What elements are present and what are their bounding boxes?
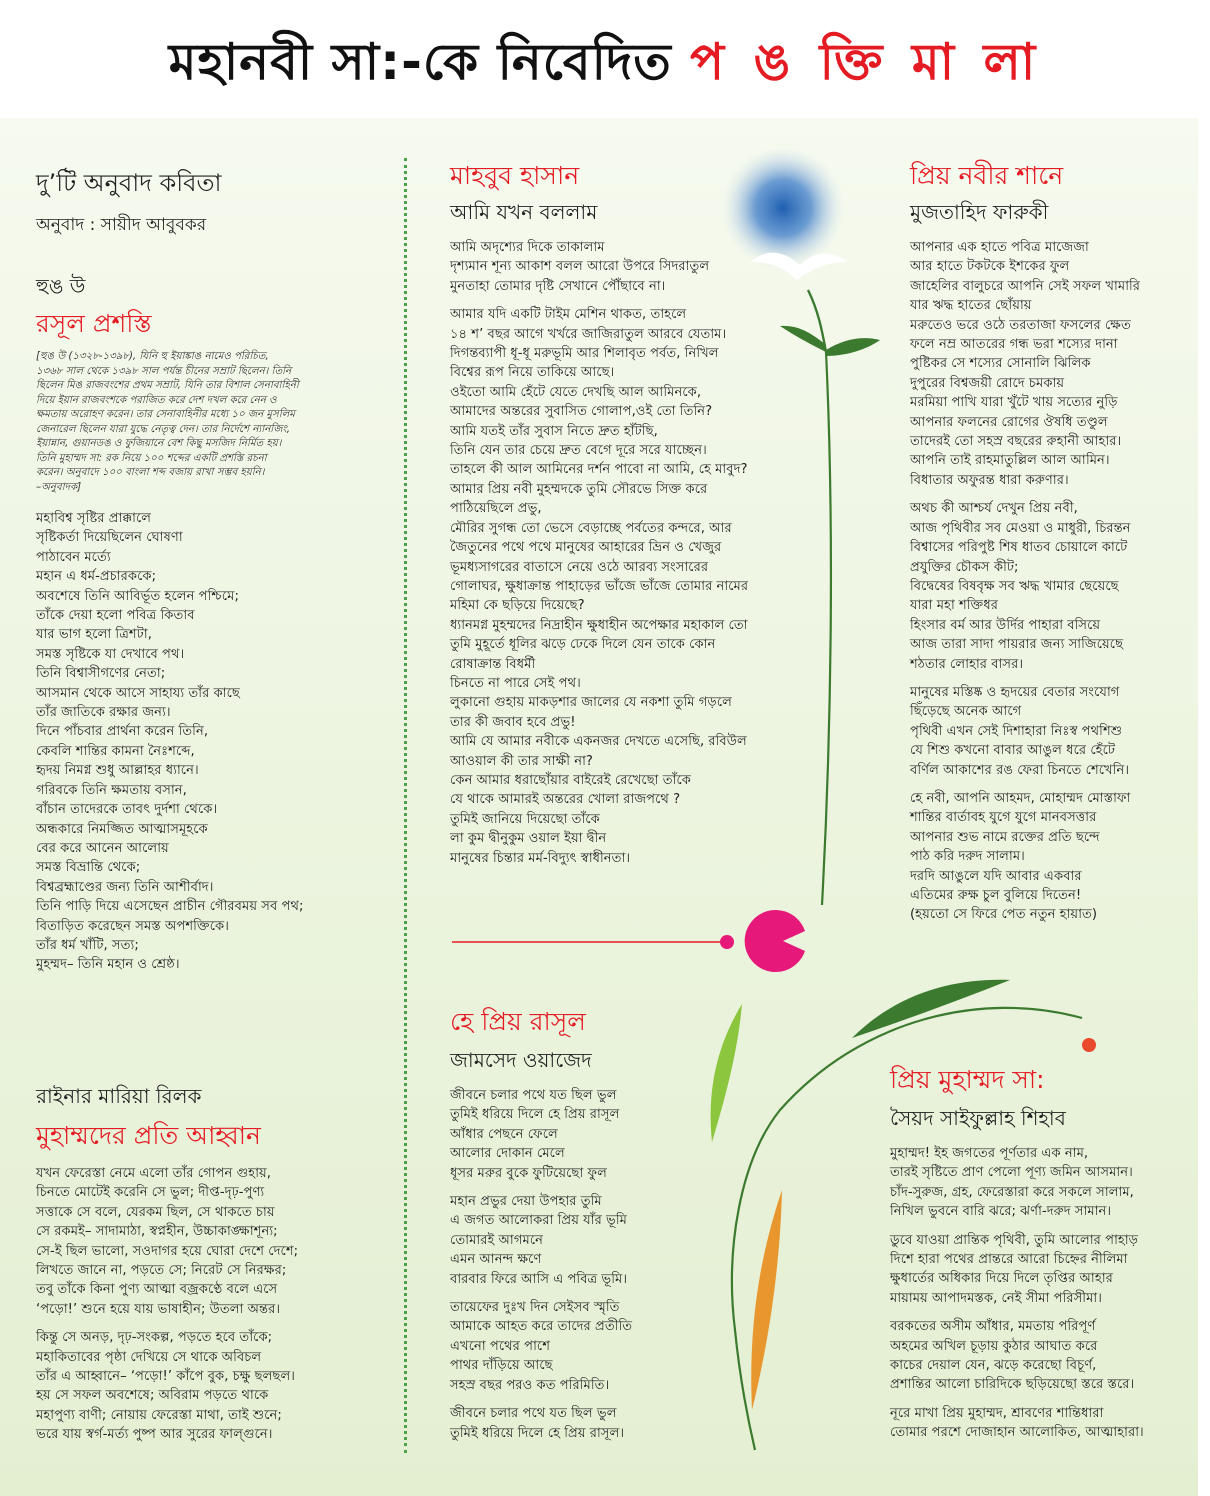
poem-line: দিয়ে ইয়ান রাজবংশকে পরাজিত করে দেশ দখল করে নেন ও: [36, 394, 277, 406]
poem-line: হে নবী, আপনি আহমদ, মোহাম্মদ মোস্তাফা: [910, 790, 1131, 806]
poem-line: ‘পড়ো!’ শুনে হয়ে যায় ভাষাহীন; উতলা অন্তর।: [36, 1301, 281, 1317]
poem-line: আমাদের অন্তরের সুবাসিত গোলাপ,ওই তো তিনি?: [450, 404, 713, 420]
poem-line: হয় সে সফল অবশেষে; অবিরাম পড়তে থাকে: [36, 1388, 269, 1404]
translator-credit: অনুবাদ : সায়ীদ আবুবকর: [36, 215, 207, 235]
poem-line: আপনার এক হাতে পবিত্র মাজেজা: [910, 240, 1089, 255]
poem-line: মরমিয়া পাখি যারা খুঁটে খায় সত্যের নুড়ি: [910, 395, 1118, 411]
translator-note: [36, 350, 396, 495]
poem-line: মরুতেও ভরে ওঠে তরতাজা ফসলের ক্ষেত: [910, 317, 1131, 333]
poem-line: তোমারই আগমনে: [450, 1232, 544, 1248]
poem-line: জৈতুনের পথে পথে মানুষের আহারের ভ্রিন ও খেজুর: [450, 540, 722, 556]
poem-line: সত্তাকে সে বলে, যেরকম ছিল, সে থাকতে চায়: [36, 1204, 275, 1220]
poem-line: চাঁদ-সুরুজ, গ্রহ, ফেরেস্তারা করে সকলে সালাম,: [890, 1184, 1134, 1200]
poem-line: যার ঋদ্ধ হাতের ছোঁয়ায়: [910, 298, 1032, 314]
poet-name: রাইনার মারিয়া রিলক: [36, 1084, 202, 1108]
poem-line: ইয়ান্নান, গুয়ানডঙ ও ফুজিয়ানে বেশ কিছু মসজিদ নির্মিত হয়।: [36, 438, 282, 449]
poem-line: আমার যদি একটি টাইম মেশিন থাকত, তাহলে: [450, 307, 687, 323]
poem-line: প্রশান্তির আলো চারিদিকে ছড়িয়েছো স্তরে স্তরে।: [890, 1377, 1135, 1393]
poem-line: আজ পৃথিবীর সব মেওয়া ও মাধুরী, চিরন্তন: [910, 520, 1131, 536]
green-leaf: [711, 1004, 742, 1142]
poem-line: দৃশ্যমান শূন্য আকাশ বলল আরো উপরে সিদরাতুল: [450, 259, 710, 275]
poem-line: চিনতে মোটেই করেনি সে ভুল; দীপ্ত-দৃঢ়-পুণ্য: [36, 1185, 265, 1201]
stanza: [890, 1144, 1200, 1222]
poet-name: মুজতাহিদ ফারুকী: [910, 200, 1049, 224]
poem-line: তিনি পাড়ি দিয়ে এসেছেন প্রাচীন গৌরবময় সব পথ;: [36, 899, 304, 915]
poem-line: কেন আমার ধরাছোঁয়ার বাইরেই রেখেছো তাঁকে: [450, 772, 691, 788]
stanza: [36, 1164, 396, 1319]
orange-leaf: [751, 1190, 782, 1410]
poem-line: পাঠাবেন মর্ত্যে: [36, 549, 111, 565]
poem-line: মহান প্রভুর দেয়া উপহার তুমি: [450, 1194, 602, 1210]
poem-line: তিনি যেন তার চেয়ে দ্রুত বেগে দূরে সরে যাচ্ছেন।: [450, 443, 707, 459]
stanza: [450, 238, 810, 296]
stanza: [450, 1298, 710, 1395]
stanza: [450, 1086, 710, 1183]
poem-line: আমাকে আহত করে তাদের প্রতীতি: [450, 1319, 633, 1335]
poem-line: ফলে নম্র আতরের গন্ধ ভরা শস্যের দানা: [910, 337, 1118, 353]
poem-line: নূরে মাখা প্রিয় মুহাম্মদ, শ্রাবণের শান্তিধারা: [890, 1405, 1104, 1421]
poem-line: মায়াময় আপাদমস্তক, নেই সীমা পরিসীমা।: [890, 1290, 1102, 1306]
poem-line: আপনি তাই রাহমাতুল্লিল আল আমিন।: [910, 453, 1110, 469]
poem-line: শঠতার লোহার বাসর।: [910, 656, 1024, 672]
poem-line: মানুষের চিন্তার মর্ম-বিদ্যুৎ স্বাধীনতা।: [450, 850, 631, 866]
poem-line: সমস্ত বিভ্রান্তি থেকে;: [36, 860, 141, 876]
poem-line: মানুষের মস্তিষ্ক ও হৃদয়ের বেতার সংযোগ: [910, 684, 1120, 700]
poem-line: তোমার পরশে দোজাহান আলোকিত, আত্মাহারা।: [890, 1425, 1144, 1441]
left-top-section: [36, 168, 396, 975]
poem-line: তুমিই ধরিয়ে দিলে হে প্রিয় রাসূল: [450, 1107, 620, 1123]
poem-line: নিখিল ভুবনে বারি ঝরে; ঝর্ণা-দরুদ সামান।: [890, 1204, 1112, 1220]
poem-line: অহমের অখিল চূড়ায় কুঠার আঘাত করে: [890, 1338, 1098, 1354]
poem-line: ক্ষুধার্তের অধিকার দিয়ে দিলে তৃপ্তির আহার: [890, 1271, 1113, 1287]
poem-body: [450, 238, 810, 868]
poem-line: বরকতের অসীম আঁধার, মমতায় পরিপূর্ণ: [890, 1319, 1096, 1335]
title-black-part: মহানবী সা:-কে নিবেদিত: [168, 33, 672, 91]
poem-line: এখনো পথের পাশে: [450, 1338, 550, 1354]
poem-line: –অনুবাদক]: [36, 481, 82, 493]
poem-line: মুনতাহা তোমার দৃষ্টি সেখানে পৌঁছাবে না।: [450, 278, 666, 294]
poem-line: প্রযুক্তির চৌকস কীট;: [910, 559, 1019, 575]
poem-line: সে রকমই– সাদামাঠা, স্বপ্নহীন, উচ্চাকাঙ্ক্ষাশূন্য;: [36, 1224, 278, 1240]
poem-line: পাঠ করি দরুদ সালাম।: [910, 849, 1025, 865]
middle-bottom-section: [450, 1006, 710, 1452]
poem-line: মহিমা কে ছড়িয়ে দিয়েছে?: [450, 598, 585, 614]
poet-name: মাহবুব হাসান: [450, 161, 580, 190]
poem-line: পুষ্টিকর সে শস্যের সোনালি ঝিলিক: [910, 356, 1091, 372]
stanza: [450, 305, 810, 868]
poem-line: আঁধার পেছনে ফেলে: [450, 1126, 558, 1142]
poem-line: সমস্ত সৃষ্টিকে যা দেখাবে পথ।: [36, 646, 185, 662]
poem-body: [450, 1086, 710, 1443]
poem-line: কিন্তু সে অনড়, দৃঢ়-সংকল্প, পড়তে হবে তাঁকে;: [36, 1330, 273, 1346]
poem-line: বিধাতার অফুরন্ত ধারা করুণার।: [910, 472, 1069, 488]
poem-line: লা কুম দ্বীনুকুম ওয়াল ইয়া দ্বীন: [450, 831, 607, 847]
poem-line: আজ তারা সাদা পায়রার জন্য সাজিয়েছে: [910, 637, 1124, 653]
poem-line: যার ভাগ হলো ত্রিশটা,: [36, 627, 152, 643]
poem-line: পৃথিবী এখন সেই দিশাহারা নিঃস্ব পথশিশু: [910, 723, 1123, 739]
poem-line: বিতাড়িত করেছেন সমস্ত অপশক্তিকে।: [36, 918, 229, 934]
poem-line: তাদেরই তো সহস্র বছরের রুহানী আহার।: [910, 434, 1122, 450]
poem-line: হৃদয় নিমগ্ন শুধু আল্লাহর ধ্যানে।: [36, 763, 199, 779]
section-heading: দু’টি অনুবাদ কবিতা: [36, 169, 222, 197]
middle-top-section: [450, 160, 810, 877]
poem-line: যে থাকে আমারই অন্তরের খোলা রাজপথে ?: [450, 792, 681, 808]
title-red-part: প ঙ ক্তি মা লা: [690, 33, 1042, 91]
poem-line: অথচ কী আশ্চর্য দেখুন প্রিয় নবী,: [910, 501, 1078, 517]
poem-line: জাহেলির বালুচরে আপনি সেই সফল খামারি: [910, 278, 1141, 294]
poem-title: হে প্রিয় রাসূল: [450, 1007, 586, 1036]
poem-line: পাথর দাঁড়িয়ে আছে: [450, 1358, 553, 1374]
poem-line: বিদ্বেষের বিষবৃক্ষ সব ঋদ্ধ খামার ছেয়েছে: [910, 578, 1119, 594]
poem-line: যখন ফেরেস্তা নেমে এলো তাঁর গোপন গুহায়,: [36, 1166, 271, 1181]
poem-line: বিশ্বের রূপ নিয়ে তাকিয়ে আছে।: [450, 365, 615, 381]
poem-line: সে-ই ছিল ভালো, সওদাগর হয়ে ঘোরা দেশে দেশে;: [36, 1243, 299, 1259]
poem-line: গরিবকে তিনি ক্ষমতায় বসান,: [36, 782, 187, 798]
poem-line: আপনার ফলনের রোগের ঔষধি তণ্ডুল: [910, 414, 1108, 430]
poem-line: গোলাঘর, ক্ষুধাক্রান্ত পাহাড়ের ভাঁজে ভাঁজে তোমার নামের: [450, 578, 749, 594]
poem-line: তায়েফের দুঃখ দিন সেইসব স্মৃতি: [450, 1300, 620, 1316]
magenta-flower: [745, 910, 805, 972]
poem-line: মহাবিশ্ব সৃষ্টির প্রাক্কালে: [36, 511, 152, 526]
poem-line: তাঁকে দেয়া হলো পবিত্র কিতাব: [36, 608, 195, 624]
stanza: [36, 1328, 396, 1444]
poem-line: তিনি মুহাম্মদ সা: রক নিয়ে ১০০ শব্দের একটি প্রশস্তি রচনা: [36, 452, 267, 464]
poem-title: প্রিয় নবীর শানে: [910, 161, 1064, 190]
poem-line: ধ্যানমগ্ন মুহম্মদের নিদ্রাহীন ক্ষুধাহীন অপেক্ষার মহাকাল তো: [450, 617, 748, 633]
poem-line: [হুঙ উ (১৩২৮-১৩৯৮), যিনি হু ইয়াঙ্কাঙ নামেও পরিচিত,: [36, 351, 269, 362]
poem-line: শান্তির বার্তাবহ যুগে যুগে মানবসত্তার: [910, 810, 1097, 826]
poem-line: আলোর দোকান মেলে: [450, 1146, 565, 1162]
poet-name: সৈয়দ সাইফুল্লাহ শিহাব: [890, 1106, 1066, 1130]
poem-line: বাঁচান তাদেরকে তাবৎ দুর্দশা থেকে।: [36, 802, 218, 818]
poem-line: মহাকিতাবের পৃষ্ঠা দেখিয়ে সে থাকে অবিচল: [36, 1349, 262, 1365]
poem-line: পাঠিয়েছিলে প্রভু,: [450, 501, 542, 517]
poem-line: সহস্র বছর পরও কত পরিমিতি।: [450, 1377, 610, 1393]
poem-line: জীবনে চলার পথে যত ছিল ভুল: [450, 1406, 617, 1422]
poem-line: তবু তাঁকে কিনা পুণ্য আত্মা বজ্রকণ্ঠে বলে এসে: [36, 1282, 278, 1298]
poem-line: জেনারেল ছিলেন যারা যুদ্ধে নেতৃত্ব দেন। তার নির্দেশে ন্যানজিং,: [36, 423, 290, 435]
right-top-section: [910, 160, 1195, 934]
poem-line: যে শিশু কখনো বাবার আঙুল ধরে হেঁটে: [910, 743, 1116, 759]
stanza: [890, 1317, 1200, 1395]
poem-line: লুকানো গুহায় মাকড়শার জালের যে নকশা তুমি গড়লে: [450, 695, 732, 711]
poem-body: [890, 1144, 1200, 1443]
stanza: [910, 683, 1195, 780]
right-bottom-section: [890, 1064, 1200, 1452]
poem-line: দরদি আঙুলে যদি আবার একবার: [910, 868, 1082, 884]
poem-line: তারই সৃষ্টিতে প্রাণ পেলো পূণ্য জমিন আসমান।: [890, 1165, 1133, 1181]
poem-body: [36, 1164, 396, 1445]
poet-name: হুঙ উ: [36, 274, 86, 298]
poem-line: দিগন্তব্যাপী ধূ-ধূ মরুভূমি আর শিলাবৃত পর্বত, নিখিল: [450, 346, 719, 362]
poem-line: আমার প্রিয় নবী মুহম্মদকে তুমি সৌরভে সিক্ত করে: [450, 481, 708, 497]
poem-line: মৌরির সুগন্ধ তো ভেসে বেড়াচ্ছে পর্বতের কন্দরে, আর: [450, 520, 732, 536]
poem-line: মুহাম্মদ! ইহ জগতের পূর্ণতার এক নাম,: [890, 1146, 1089, 1161]
stanza: [910, 499, 1195, 674]
poem-line: আর হাতে টকটকে ইশকের ফুল: [910, 259, 1070, 275]
poem-line: তার কী জবাব হবে প্রভু!: [450, 714, 576, 730]
poem-line: আওয়াল কী তার সাক্ষী না?: [450, 753, 593, 769]
poem-title: আমি যখন বললাম: [450, 200, 598, 224]
poem-line: আপনার শুভ নামে রক্তের প্রতি ছন্দে: [910, 829, 1100, 845]
poem-line: আমি যতই তাঁর সুবাস নিতে দ্রুত হাঁটছি,: [450, 423, 658, 439]
poem-line: এ জগত আলোকরা প্রিয় যাঁর ভূমি: [450, 1213, 627, 1229]
poem-line: তুমিই ধরিয়ে দিলে হে প্রিয় রাসূল।: [450, 1425, 625, 1441]
poem-line: অবশেষে তিনি আবির্ভূত হলেন পশ্চিমে;: [36, 588, 239, 604]
poem-line: ১৪ শ’ বছর আগে খর্খরে জাজিরাতুল আরবে যেতাম।: [450, 326, 727, 342]
poem-line: মহান এ ধর্ম-প্রচারককে;: [36, 569, 157, 585]
poem-line: ছিঁড়েছে অনেক আগে: [910, 704, 1022, 720]
poem-line: রোষাক্রান্ত বিধর্মী: [450, 656, 536, 672]
poem-line: এমন আনন্দ ক্ষণে: [450, 1252, 542, 1268]
poem-line: ভূমধ্যসাগরের বাতাসে নেয়ে ওঠে আরব্য সংসারের: [450, 559, 709, 575]
poem-title: মুহাম্মদের প্রতি আহ্বান: [36, 1121, 261, 1150]
poem-line: তিনি বিশ্বাসীগণের নেতা;: [36, 666, 166, 682]
poem-line: তাঁর এ আহ্বানে– ‘পড়ো!’ কাঁপে বুক, চক্ষু ছলছল।: [36, 1369, 296, 1385]
poem-line: আমি যে আমার নবীকে একনজর দেখতে এসেছি, রবিউল: [450, 734, 747, 750]
poem-line: তুমিই জানিয়ে দিয়েছো তাঁকে: [450, 811, 600, 827]
poem-line: বারবার ফিরে আসি এ পবিত্র ভূমি।: [450, 1271, 628, 1287]
poem-line: কেবলি শান্তির কামনা নৈঃশব্দে,: [36, 743, 195, 759]
red-dot: [1082, 1038, 1096, 1052]
poem-line: আসমান থেকে আসে সাহায্য তাঁর কাছে: [36, 685, 240, 701]
stanza: [910, 789, 1195, 925]
poem-line: হিংসার বর্ম আর উর্দির পাহারা বসিয়ে: [910, 617, 1101, 633]
poem-line: ডুবে যাওয়া প্রান্তিক পৃথিবী, তুমি আলোর পাহাড়: [890, 1232, 1139, 1248]
poem-line: জীবনে চলার পথে যত ছিল ভুল: [450, 1088, 617, 1103]
poem-line: (হয়তো সে ফিরে পেত নতুন হায়াত): [910, 907, 1098, 923]
poem-body: [36, 509, 396, 975]
stanza: [450, 1404, 710, 1443]
poem-line: ওইতো আমি হেঁটে যেতে দেখছি আল আমিনকে,: [450, 384, 702, 400]
poem-title: প্রিয় মুহাম্মদ সা:: [890, 1065, 1045, 1094]
poem-line: বর্ণিল আকাশের রঙ ফেরা চিনতে শেখেনি।: [910, 762, 1130, 778]
stanza: [890, 1404, 1200, 1443]
poem-line: এতিমের রুক্ষ চুল বুলিয়ে দিতেন!: [910, 888, 1082, 903]
poem-line: চিনতে না পারে সেই পথ।: [450, 675, 581, 691]
poem-line: অন্ধকারে নিমজ্জিত আত্মাসমূহকে: [36, 821, 208, 837]
poem-line: যারা মহা শক্তিধর: [910, 598, 998, 614]
poem-line: লিখতে জানে না, পড়তে সে; নিরেট সে নিরক্ষর;: [36, 1263, 287, 1279]
poem-line: মুহম্মদ– তিনি মহান ও শ্রেষ্ঠ।: [36, 957, 180, 973]
poem-line: আমি অদৃশ্যের দিকে তাকালাম: [450, 240, 605, 255]
poem-line: করেন। অনুবাদে ১০০ বাংলা শব্দ বজায় রাখা সম্ভব হয়নি।: [36, 467, 265, 478]
poem-line: দিশে হারা পথের প্রান্তরে আরো চিহ্নের নীলিমা: [890, 1252, 1128, 1268]
poem-line: ছিলেন মিঙ রাজবংশের প্রথম সম্রাট, যিনি তার বিশাল সেনাবাহিনী: [36, 380, 299, 391]
stanza: [890, 1231, 1200, 1309]
stem-leaf-right: [826, 338, 880, 356]
poem-line: তাঁর ধর্ম খাঁটি, সত্য;: [36, 937, 139, 953]
poem-line: কাচের দেয়াল যেন, ঝড়ে করেছো বিচূর্ণ,: [890, 1358, 1097, 1374]
stanza: [910, 238, 1195, 490]
poem-line: বিশ্বব্রহ্মাণ্ডের জন্য তিনি আশীর্বাদ।: [36, 879, 214, 895]
magenta-dot: [720, 935, 734, 949]
poem-line: বিশ্বাসের পরিপুষ্ট শিষ ধাতব চোয়ালে কাটে: [910, 540, 1128, 556]
poem-line: ভরে যায় স্বর্গ-মর্ত্য পুষ্প আর সুরের ফাল্গুনে।: [36, 1427, 273, 1443]
stanza: [450, 1192, 710, 1289]
flower-stem-long: [822, 352, 831, 905]
poem-line: সৃষ্টিকর্তা দিয়েছিলেন ঘোষণা: [36, 530, 183, 546]
poem-line: দিনে পাঁচবার প্রার্থনা করেন তিনি,: [36, 724, 209, 740]
poem-title: রসূল প্রশস্তি: [36, 309, 152, 338]
poem-line: দুপুরের বিশ্বজয়ী রোদে চমকায়: [910, 375, 1065, 391]
poem-line: ধূসর মরুর বুকে ফুটিয়েছো ফুল: [450, 1165, 607, 1181]
poem-line: তাহলে কী আল আমিনের দর্শন পাবো না আমি, হে মাবুদ?: [450, 462, 748, 478]
poem-line: ১৩৬৮ সাল থেকে ১৩৯৮ সাল পর্যন্ত চীনের সম্রাট ছিলেন। তিনি: [36, 365, 292, 377]
poem-line: তুমি মুহূর্তে ধূলির ঝড়ে ঢেকে দিলে যেন তাকে কোন: [450, 637, 716, 653]
poem-line: ক্ষমতায় অরোহণ করেন। তার সেনাবাহিনীর মধ্যে ১০ জন মুসলিম: [36, 409, 295, 420]
poem-body: [910, 238, 1195, 925]
poet-name: জামসেদ ওয়াজেদ: [450, 1048, 592, 1072]
poem-line: মহাপুণ্য বাণী; নোয়ায় ফেরেস্তা মাথা, তাই শুনে;: [36, 1407, 282, 1423]
poem-line: বের করে আনেন আলোয়: [36, 840, 169, 856]
left-bottom-section: [36, 1082, 396, 1454]
poem-line: তাঁর জাতিকে রক্ষার জন্য।: [36, 705, 171, 721]
